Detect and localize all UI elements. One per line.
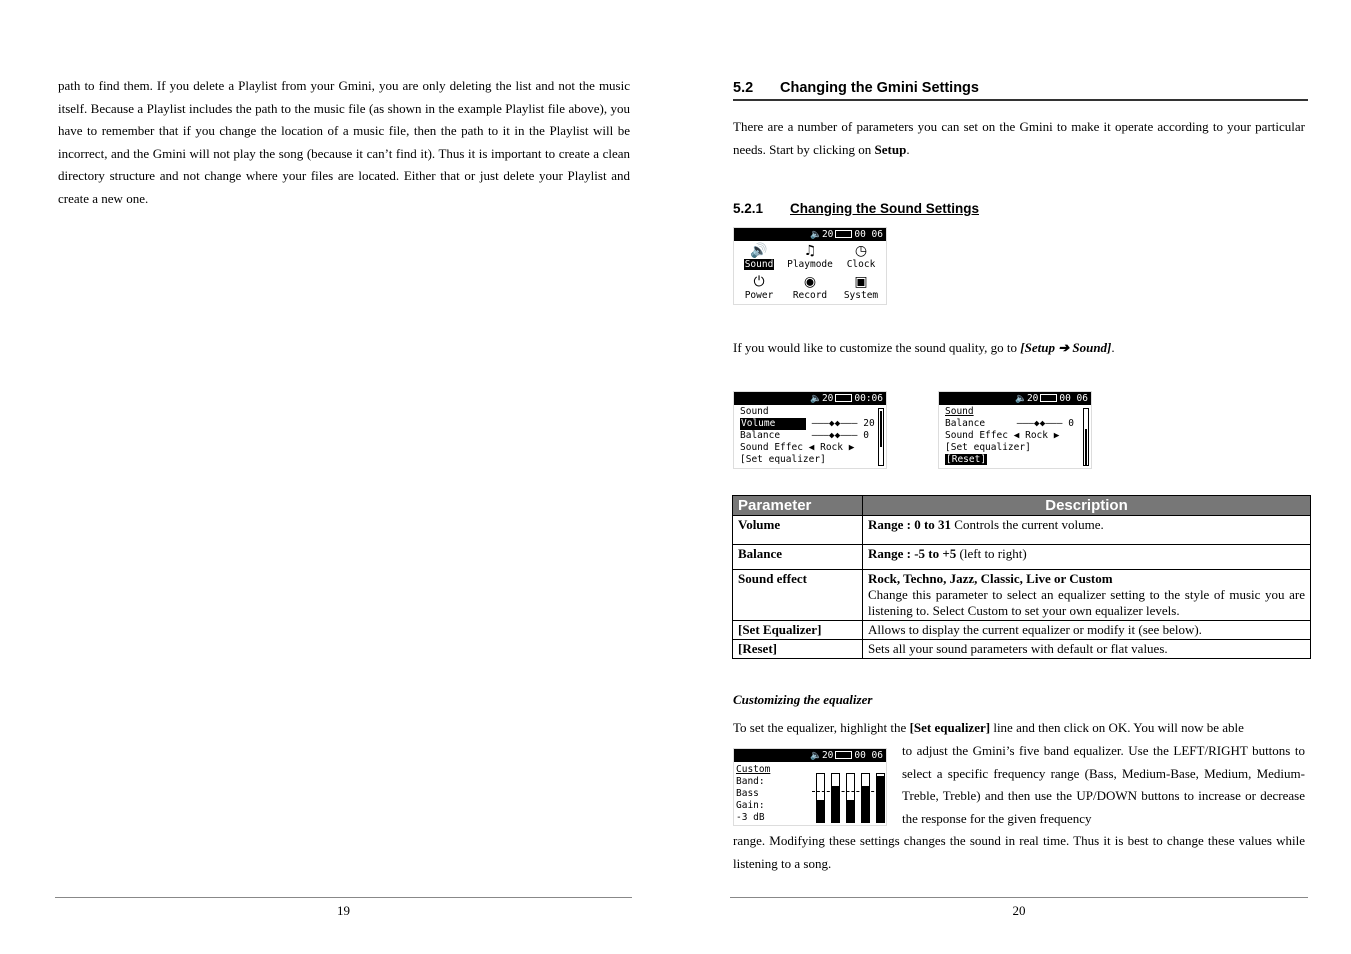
row-value: 0 <box>1068 418 1074 429</box>
table-row <box>733 570 1311 621</box>
menu-label: Record <box>792 290 828 301</box>
volume-indicator: 🔈20 <box>810 393 834 404</box>
slider-control: ———◆◆——— <box>811 430 858 441</box>
intro-bold: Setup <box>874 141 907 157</box>
left-paragraph: path to find them. If you delete a Playlist from your Gmini, you are only deleting the list and not the music itself. Because a Playlist includes the path to the music file (as shown in the example Playlist file above), you have to remember that if you change the location of a music file, then the path to it in the Playlist will be incorrect, and the Gmini will not play the song (because it can’t find it). Thus it is important to create a clean directory structure and not change where your files are located. Either that or just delete your Playlist and create a new one. <box>58 78 630 206</box>
footer-rule <box>55 897 632 898</box>
param-name: Volume <box>733 516 863 545</box>
desc-bold: Range : 0 to 31 <box>868 517 952 532</box>
row-label: Sound Effec <box>945 430 1008 441</box>
row-value: 0 <box>863 430 869 441</box>
desc-text: (left to right) <box>956 546 1027 561</box>
equalizer-wrap-text: to adjust the Gmini’s five band equalizer. Use the LEFT/RIGHT buttons to select a specific frequency range (Bass, Medium-Base, Medium, Medium-Treble, Treble) and then use the UP/DOWN buttons to increase or decrease the response for the given frequency <box>902 743 1305 826</box>
row-label: Balance <box>740 430 781 441</box>
record-icon: ◉ <box>803 274 817 290</box>
screen-title: Sound <box>740 406 769 417</box>
row-balance <box>945 418 1074 430</box>
row-volume <box>740 418 880 430</box>
status-bar <box>734 228 886 241</box>
clock-readout: 00 06 <box>854 750 883 761</box>
status-bar <box>734 392 886 405</box>
menu-label: Sound <box>744 259 774 270</box>
equalizer-title: Customizing the equalizer <box>733 692 873 707</box>
subsection-number: 5.2.1 <box>733 201 764 216</box>
row-set-equalizer: [Set equalizer] <box>945 442 1031 453</box>
eq-band-4 <box>861 773 870 823</box>
eq-band-label: Band: <box>736 776 765 787</box>
row-balance <box>740 430 869 442</box>
eq-band-fill <box>832 786 839 822</box>
music-note-icon: ♫ <box>803 243 817 259</box>
parameter-table <box>732 495 1311 659</box>
subsection-heading <box>733 201 979 216</box>
menu-item-playmode <box>785 243 835 271</box>
header-parameter: Parameter <box>733 496 863 516</box>
desc-bold: Range : -5 to +5 <box>868 546 957 561</box>
clock-icon: ◷ <box>854 243 868 259</box>
desc-bold: Rock, Techno, Jazz, Classic, Live or Custom <box>868 571 1113 586</box>
eq-gain-value: -3 dB <box>736 812 765 823</box>
param-desc <box>863 570 1311 621</box>
eq-band-fill <box>877 776 884 822</box>
section-number: 5.2 <box>733 80 754 96</box>
speaker-icon: 🔊 <box>750 243 768 259</box>
param-name: [Reset] <box>733 640 863 659</box>
menu-item-system <box>836 274 886 302</box>
clock-readout: 00 06 <box>854 229 883 240</box>
volume-indicator: 🔈20 <box>1015 393 1039 404</box>
header-description: Description <box>863 496 1311 516</box>
param-name: [Set Equalizer] <box>733 621 863 640</box>
table-row <box>733 621 1311 640</box>
table-row <box>733 516 1311 545</box>
battery-icon <box>835 394 852 402</box>
table-row <box>733 640 1311 659</box>
menu-label: Playmode <box>787 259 833 270</box>
eq-band-3 <box>846 773 855 823</box>
menu-item-power <box>734 274 784 302</box>
param-desc: Sets all your sound parameters with default or flat values. <box>863 640 1311 659</box>
scrollbar <box>878 408 884 466</box>
page-number-left: 19 <box>337 903 350 918</box>
instruction-text: If you would like to customize the sound quality, go to <box>733 340 1021 355</box>
battery-icon <box>835 230 852 238</box>
scroll-thumb <box>1085 429 1087 465</box>
instruction-end: . <box>1111 340 1115 355</box>
menu-item-clock <box>836 243 886 271</box>
eq-band-5 <box>876 773 885 823</box>
row-label: Volume <box>740 418 806 430</box>
section-heading <box>733 80 1308 101</box>
intro-end: . <box>906 141 910 157</box>
screen-title: Sound <box>945 406 974 417</box>
sound-screen-reset <box>938 391 1092 469</box>
row-label: Balance <box>945 418 986 429</box>
scroll-thumb <box>880 411 882 447</box>
eq-bands <box>812 771 884 823</box>
eq-line1-suffix: line and then click on OK. You will now be able <box>990 720 1244 735</box>
param-desc <box>863 516 1311 545</box>
eq-band-fill <box>862 786 869 822</box>
page-number-right: 20 <box>1012 903 1026 918</box>
menu-item-sound <box>734 243 784 271</box>
row-sound-effect <box>740 442 854 454</box>
eq-band-fill <box>817 800 824 822</box>
desc-text: Controls the current volume. <box>951 517 1104 532</box>
clock-readout: 00:06 <box>854 393 883 404</box>
eq-gain-label: Gain: <box>736 800 765 811</box>
power-icon: ⏻ <box>753 274 765 290</box>
equalizer-line1 <box>733 717 1305 740</box>
setup-menu-screen <box>733 227 887 305</box>
row-label: Sound Effec <box>740 442 803 453</box>
eq-band-fill <box>847 800 854 822</box>
system-icon: ▣ <box>854 274 868 290</box>
param-name: Sound effect <box>733 570 863 621</box>
equalizer-screen <box>733 748 887 826</box>
slider-control: ———◆◆——— <box>811 418 858 429</box>
subsection-title: Changing the Sound Settings <box>790 201 979 216</box>
param-desc: Allows to display the current equalizer or modify it (see below). <box>863 621 1311 640</box>
sound-instruction <box>733 340 1115 356</box>
effect-selector: ◀ Rock ▶ <box>808 442 855 453</box>
menu-item-record <box>785 274 835 302</box>
intro-text: There are a number of parameters you can set on the Gmini to make it operate according to your particular needs. Start by clicking on <box>733 119 1305 157</box>
row-value: 20 <box>863 418 875 429</box>
intro-paragraph <box>733 116 1305 161</box>
left-page <box>55 0 632 954</box>
volume-indicator: 🔈20 <box>810 229 834 240</box>
eq-line1-bold: [Set equalizer] <box>909 720 991 735</box>
menu-label: Power <box>744 290 774 301</box>
effect-selector: ◀ Rock ▶ <box>1013 430 1060 441</box>
eq-line1-prefix: To set the equalizer, highlight the <box>733 720 910 735</box>
status-bar <box>939 392 1091 405</box>
equalizer-tail-text: range. Modifying these settings changes the sound in real time. Thus it is best to change these values while listening to a song. <box>733 833 1305 871</box>
battery-icon <box>1040 394 1057 402</box>
param-desc <box>863 545 1311 570</box>
scrollbar <box>1083 408 1089 466</box>
section-title: Changing the Gmini Settings <box>780 80 979 96</box>
eq-band-2 <box>831 773 840 823</box>
param-name: Balance <box>733 545 863 570</box>
eq-band-1 <box>816 773 825 823</box>
slider-control: ———◆◆——— <box>1016 418 1063 429</box>
battery-icon <box>835 751 852 759</box>
menu-label: Clock <box>846 259 876 270</box>
footer-rule <box>730 897 1308 898</box>
eq-preset: Custom <box>736 764 771 775</box>
instruction-path: [Setup ➔ Sound] <box>1020 340 1112 355</box>
table-row <box>733 545 1311 570</box>
sound-screen-volume <box>733 391 887 469</box>
row-sound-effect <box>945 430 1059 442</box>
row-set-equalizer: [Set equalizer] <box>740 454 826 465</box>
desc-text: Change this parameter to select an equalizer setting to the style of music you are listening to. Select Custom to set your own equalizer levels. <box>868 587 1305 618</box>
menu-label: System <box>843 290 879 301</box>
row-reset <box>945 454 987 466</box>
row-label: [Reset] <box>946 454 987 465</box>
volume-indicator: 🔈20 <box>810 750 834 761</box>
table-header-row <box>733 496 1311 516</box>
clock-readout: 00 06 <box>1059 393 1088 404</box>
status-bar <box>734 749 886 762</box>
eq-band-value: Bass <box>736 788 759 799</box>
